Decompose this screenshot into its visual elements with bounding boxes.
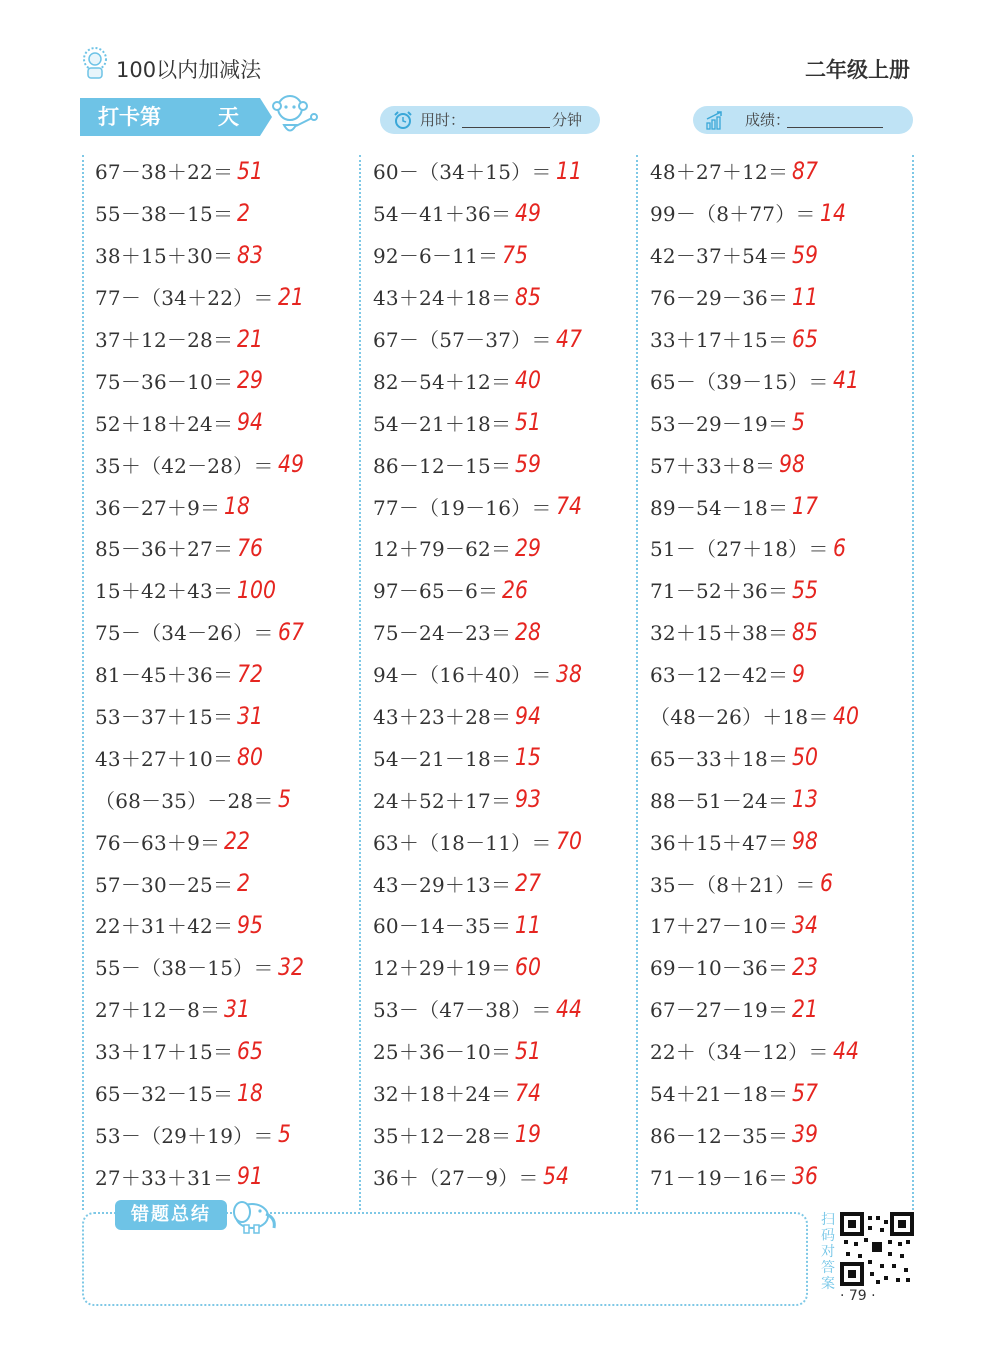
problem-row — [95, 443, 308, 485]
handwritten-answer[interactable]: 85 — [792, 617, 819, 646]
problem-expression: 54－21＋18＝ — [373, 411, 512, 436]
checkin-tab — [80, 98, 260, 136]
problem-row — [650, 1113, 863, 1155]
problem-row — [95, 276, 308, 318]
problem-expression: 38＋15＋30＝ — [95, 244, 234, 269]
problem-row — [373, 653, 586, 695]
handwritten-answer[interactable]: 50 — [792, 743, 819, 772]
checkin-label: 打卡第 — [98, 105, 161, 129]
handwritten-answer[interactable]: 11 — [555, 156, 582, 185]
problem-expression: 71－52＋36＝ — [650, 579, 789, 604]
problem-expression: 15＋42＋43＝ — [95, 579, 234, 604]
problem-row — [95, 234, 308, 276]
error-summary-title: 错题总结 — [115, 1200, 227, 1230]
problem-row — [95, 611, 308, 653]
problem-row — [373, 862, 586, 904]
problem-row — [95, 653, 308, 695]
handwritten-answer[interactable]: 80 — [237, 743, 264, 772]
handwritten-answer[interactable]: 67 — [277, 617, 304, 646]
problem-row — [373, 359, 586, 401]
problem-expression: 75－36－10＝ — [95, 369, 234, 394]
checkin-day-unit: 天 — [218, 105, 239, 129]
handwritten-answer[interactable]: 21 — [237, 324, 264, 353]
problem-expression: 22＋（34－12）＝ — [650, 1040, 829, 1065]
problem-row — [650, 569, 863, 611]
handwritten-answer[interactable]: 40 — [832, 701, 859, 730]
checkin-banner — [80, 98, 320, 136]
problem-expression: 57－30－25＝ — [95, 872, 234, 897]
problem-expression: 54－21－18＝ — [373, 746, 512, 771]
score-input-blank[interactable] — [787, 111, 883, 128]
problem-expression: 54＋21－18＝ — [650, 1082, 789, 1107]
problem-row — [373, 820, 586, 862]
problem-expression: 43＋23＋28＝ — [373, 705, 512, 730]
problem-row — [650, 401, 863, 443]
problem-row — [95, 485, 308, 527]
handwritten-answer[interactable]: 38 — [555, 659, 582, 688]
problem-row — [95, 192, 308, 234]
problem-expression: 17＋27－10＝ — [650, 914, 789, 939]
problem-row — [373, 778, 586, 820]
problem-row — [373, 1072, 586, 1114]
problem-row — [95, 1030, 308, 1072]
problem-row — [95, 527, 308, 569]
page-number: · 79 · — [840, 1288, 876, 1304]
problem-expression: 33＋17＋15＝ — [95, 1040, 234, 1065]
problem-expression: 25＋36－10＝ — [373, 1040, 512, 1065]
problem-expression: （68－35）－28＝ — [95, 788, 274, 813]
handwritten-answer[interactable]: 93 — [515, 785, 542, 814]
handwritten-answer[interactable]: 31 — [237, 701, 264, 730]
problem-row — [373, 527, 586, 569]
problem-row — [95, 1113, 308, 1155]
problem-expression: 35＋（42－28）＝ — [95, 453, 274, 478]
handwritten-answer[interactable]: 44 — [555, 994, 582, 1023]
handwritten-answer[interactable]: 72 — [237, 659, 264, 688]
qr-code-icon[interactable] — [840, 1212, 914, 1286]
problem-row — [373, 150, 586, 192]
handwritten-answer[interactable]: 6 — [832, 533, 846, 562]
handwritten-answer[interactable]: 51 — [237, 156, 264, 185]
problem-expression: 43＋27＋10＝ — [95, 746, 234, 771]
problem-expression: 12＋79－62＝ — [373, 537, 512, 562]
problem-expression: 57＋33＋8＝ — [650, 453, 776, 478]
handwritten-answer[interactable]: 11 — [792, 282, 819, 311]
problem-row — [373, 234, 586, 276]
problem-expression: 63－12－42＝ — [650, 663, 789, 688]
handwritten-answer[interactable]: 51 — [515, 1036, 542, 1065]
handwritten-answer[interactable]: 21 — [277, 282, 304, 311]
problem-row — [373, 946, 586, 988]
handwritten-answer[interactable]: 19 — [515, 1120, 542, 1149]
problem-expression: 32＋18＋24＝ — [373, 1082, 512, 1107]
problem-expression: 99－（8＋77）＝ — [650, 202, 816, 227]
problem-row — [650, 695, 863, 737]
problem-row — [95, 150, 308, 192]
problem-expression: 88－51－24＝ — [650, 788, 789, 813]
problem-expression: 55－38－15＝ — [95, 202, 234, 227]
column-divider — [359, 155, 361, 1210]
problem-expression: 36－27＋9＝ — [95, 495, 221, 520]
grade-label: 二年级上册 — [805, 58, 910, 82]
problem-expression: 43＋24＋18＝ — [373, 286, 512, 311]
problem-expression: 48＋27＋12＝ — [650, 160, 789, 185]
handwritten-answer[interactable]: 83 — [237, 240, 264, 269]
problem-row — [373, 1113, 586, 1155]
problem-row — [650, 946, 863, 988]
problem-expression: 67－（57－37）＝ — [373, 328, 552, 352]
problem-row — [95, 904, 308, 946]
problem-expression: 77－（19－16）＝ — [373, 495, 552, 520]
handwritten-answer[interactable]: 75 — [502, 240, 529, 269]
handwritten-answer[interactable]: 94 — [515, 701, 542, 730]
handwritten-answer[interactable]: 6 — [819, 869, 833, 898]
problem-row — [373, 192, 586, 234]
problem-row — [373, 904, 586, 946]
problem-row — [95, 401, 308, 443]
handwritten-answer[interactable]: 31 — [224, 994, 251, 1023]
problem-expression: 63＋（18－11）＝ — [373, 830, 552, 855]
handwritten-answer[interactable]: 26 — [502, 575, 529, 604]
handwritten-answer[interactable]: 65 — [792, 324, 819, 353]
problem-expression: 60－（34＋15）＝ — [373, 160, 552, 185]
handwritten-answer[interactable]: 95 — [237, 910, 264, 939]
handwritten-answer[interactable]: 59 — [515, 450, 542, 479]
problem-row — [95, 569, 308, 611]
handwritten-answer[interactable]: 65 — [237, 1036, 264, 1065]
problem-expression: 85－36＋27＝ — [95, 537, 234, 562]
problem-expression: 35－（8＋21）＝ — [650, 872, 816, 897]
problem-row — [95, 1155, 308, 1197]
problem-expression: 36＋（27－9）＝ — [373, 1165, 539, 1190]
growth-chart-icon — [705, 110, 727, 130]
handwritten-answer[interactable]: 91 — [237, 1162, 264, 1191]
handwritten-answer[interactable]: 94 — [237, 408, 264, 437]
problem-row — [650, 904, 863, 946]
elephant-mascot-icon — [230, 1196, 280, 1234]
handwritten-answer[interactable]: 2 — [237, 869, 251, 898]
handwritten-answer[interactable]: 74 — [515, 1078, 542, 1107]
handwritten-answer[interactable]: 76 — [237, 533, 264, 562]
page-header — [80, 40, 920, 90]
handwritten-answer[interactable]: 98 — [792, 827, 819, 856]
problem-expression: 36＋15＋47＝ — [650, 830, 789, 855]
handwritten-answer[interactable]: 14 — [819, 198, 846, 227]
problem-expression: （48－26）＋18＝ — [650, 705, 829, 730]
problem-row — [650, 527, 863, 569]
handwritten-answer[interactable]: 100 — [237, 575, 277, 604]
problem-row — [650, 443, 863, 485]
score-label: 成绩： — [745, 111, 791, 129]
problem-row — [650, 192, 863, 234]
problem-row — [373, 276, 586, 318]
problem-row — [95, 988, 308, 1030]
problem-row — [650, 611, 863, 653]
problem-expression: 65－（39－15）＝ — [650, 369, 829, 394]
handwritten-answer[interactable]: 47 — [555, 324, 582, 353]
problem-expression: 71－19－16＝ — [650, 1165, 789, 1190]
problem-expression: 22＋31＋42＝ — [95, 914, 234, 939]
problem-expression: 67－27－19＝ — [650, 998, 789, 1023]
handwritten-answer[interactable]: 74 — [555, 492, 582, 521]
problem-row — [373, 988, 586, 1030]
problem-row — [650, 988, 863, 1030]
handwritten-answer[interactable]: 9 — [792, 659, 806, 688]
problem-expression: 52＋18＋24＝ — [95, 411, 234, 436]
problem-row — [650, 1030, 863, 1072]
problem-expression: 89－54－18＝ — [650, 495, 789, 520]
problem-column-3 — [650, 150, 863, 1197]
problem-row — [95, 820, 308, 862]
handwritten-answer[interactable]: 51 — [515, 408, 542, 437]
problem-row — [95, 862, 308, 904]
handwritten-answer[interactable]: 13 — [792, 785, 819, 814]
problem-row — [373, 318, 586, 360]
handwritten-answer[interactable]: 57 — [792, 1078, 819, 1107]
handwritten-answer[interactable]: 85 — [515, 282, 542, 311]
book-title: 100以内加减法 — [116, 58, 262, 82]
problem-column-2 — [373, 150, 586, 1197]
lion-mascot-icon — [80, 46, 110, 80]
problem-row — [650, 359, 863, 401]
problem-expression: 97－65－6＝ — [373, 579, 499, 604]
problem-expression: 75－（34－26）＝ — [95, 621, 274, 646]
handwritten-answer[interactable]: 34 — [792, 910, 819, 939]
handwritten-answer[interactable]: 36 — [792, 1162, 819, 1191]
handwritten-answer[interactable]: 28 — [515, 617, 542, 646]
problem-expression: 54－41＋36＝ — [373, 202, 512, 227]
handwritten-answer[interactable]: 87 — [792, 156, 819, 185]
handwritten-answer[interactable]: 15 — [515, 743, 542, 772]
handwritten-answer[interactable]: 60 — [515, 952, 542, 981]
monkey-mascot-icon — [266, 92, 320, 142]
problem-row — [650, 1155, 863, 1197]
problem-expression: 55－（38－15）＝ — [95, 956, 274, 981]
problem-row — [650, 234, 863, 276]
handwritten-answer[interactable]: 5 — [277, 785, 291, 814]
problem-row — [95, 318, 308, 360]
handwritten-answer[interactable]: 18 — [224, 492, 251, 521]
time-label: 用时： — [420, 111, 466, 129]
time-unit: 分钟 — [552, 111, 583, 129]
problem-expression: 92－6－11＝ — [373, 244, 499, 269]
handwritten-answer[interactable]: 49 — [515, 198, 542, 227]
problem-expression: 51－（27＋18）＝ — [650, 537, 829, 562]
problem-expression: 67－38＋22＝ — [95, 160, 234, 185]
problem-row — [95, 736, 308, 778]
problem-row — [95, 946, 308, 988]
alarm-clock-icon — [392, 110, 414, 130]
handwritten-answer[interactable]: 29 — [515, 533, 542, 562]
time-spent-field — [380, 106, 600, 134]
problem-row — [373, 485, 586, 527]
problem-row — [373, 401, 586, 443]
problem-row — [650, 1072, 863, 1114]
problem-row — [650, 736, 863, 778]
handwritten-answer[interactable]: 2 — [237, 198, 251, 227]
handwritten-answer[interactable]: 41 — [832, 366, 859, 395]
handwritten-answer[interactable]: 11 — [515, 910, 542, 939]
problem-expression: 33＋17＋15＝ — [650, 328, 789, 352]
problem-row — [373, 1030, 586, 1072]
problem-expression: 65－33＋18＝ — [650, 746, 789, 771]
problem-row — [650, 653, 863, 695]
problem-row — [650, 150, 863, 192]
problem-row — [373, 1155, 586, 1197]
problem-expression: 27＋33＋31＝ — [95, 1165, 234, 1190]
handwritten-answer[interactable]: 5 — [792, 408, 806, 437]
problem-row — [650, 276, 863, 318]
problem-row — [95, 778, 308, 820]
handwritten-answer[interactable]: 55 — [792, 575, 819, 604]
problem-expression: 53－（47－38）＝ — [373, 998, 552, 1023]
problem-expression: 27＋12－8＝ — [95, 998, 221, 1023]
problem-expression: 42－37＋54＝ — [650, 244, 789, 269]
problem-expression: 60－14－35＝ — [373, 914, 512, 939]
problem-expression: 35＋12－28＝ — [373, 1123, 512, 1148]
problem-row — [95, 1072, 308, 1114]
problem-row — [650, 485, 863, 527]
handwritten-answer[interactable]: 54 — [542, 1162, 569, 1191]
problem-row — [650, 862, 863, 904]
handwritten-answer[interactable]: 44 — [832, 1036, 859, 1065]
problem-expression: 53－37＋15＝ — [95, 705, 234, 730]
problem-expression: 37＋12－28＝ — [95, 328, 234, 352]
problem-expression: 81－45＋36＝ — [95, 663, 234, 688]
problem-row — [373, 695, 586, 737]
problem-expression: 24＋52＋17＝ — [373, 788, 512, 813]
problem-expression: 77－（34＋22）＝ — [95, 286, 274, 311]
problem-row — [373, 443, 586, 485]
scan-for-answers-caption: 扫码对答案 — [821, 1212, 835, 1292]
handwritten-answer[interactable]: 22 — [224, 827, 251, 856]
problem-row — [650, 778, 863, 820]
problem-row — [95, 695, 308, 737]
handwritten-answer[interactable]: 18 — [237, 1078, 264, 1107]
column-divider — [82, 155, 84, 1210]
problem-row — [650, 318, 863, 360]
handwritten-answer[interactable]: 49 — [277, 450, 304, 479]
handwritten-answer[interactable]: 17 — [792, 492, 819, 521]
handwritten-answer[interactable]: 70 — [555, 827, 582, 856]
problem-expression: 69－10－36＝ — [650, 956, 789, 981]
problem-expression: 94－（16＋40）＝ — [373, 663, 552, 688]
problem-row — [95, 359, 308, 401]
time-input-blank[interactable] — [462, 111, 550, 128]
handwritten-answer[interactable]: 32 — [277, 952, 304, 981]
problem-expression: 76－63＋9＝ — [95, 830, 221, 855]
handwritten-answer[interactable]: 5 — [277, 1120, 291, 1149]
handwritten-answer[interactable]: 98 — [779, 450, 806, 479]
handwritten-answer[interactable]: 29 — [237, 366, 264, 395]
problem-row — [373, 736, 586, 778]
problem-expression: 65－32－15＝ — [95, 1082, 234, 1107]
handwritten-answer[interactable]: 23 — [792, 952, 819, 981]
score-field — [693, 106, 913, 134]
problem-row — [650, 820, 863, 862]
problem-expression: 75－24－23＝ — [373, 621, 512, 646]
problem-expression: 32＋15＋38＝ — [650, 621, 789, 646]
handwritten-answer[interactable]: 59 — [792, 240, 819, 269]
problem-expression: 12＋29＋19＝ — [373, 956, 512, 981]
problem-row — [373, 611, 586, 653]
problem-expression: 86－12－15＝ — [373, 453, 512, 478]
problem-expression: 53－（29＋19）＝ — [95, 1123, 274, 1148]
problem-expression: 53－29－19＝ — [650, 411, 789, 436]
handwritten-answer[interactable]: 21 — [792, 994, 819, 1023]
problem-expression: 86－12－35＝ — [650, 1123, 789, 1148]
handwritten-answer[interactable]: 27 — [515, 869, 542, 898]
problem-expression: 82－54＋12＝ — [373, 369, 512, 394]
problem-row — [373, 569, 586, 611]
handwritten-answer[interactable]: 39 — [792, 1120, 819, 1149]
column-divider — [912, 155, 914, 1210]
handwritten-answer[interactable]: 40 — [515, 366, 542, 395]
problem-expression: 76－29－36＝ — [650, 286, 789, 311]
problem-expression: 43－29＋13＝ — [373, 872, 512, 897]
column-divider — [636, 155, 638, 1210]
problem-column-1 — [95, 150, 308, 1197]
